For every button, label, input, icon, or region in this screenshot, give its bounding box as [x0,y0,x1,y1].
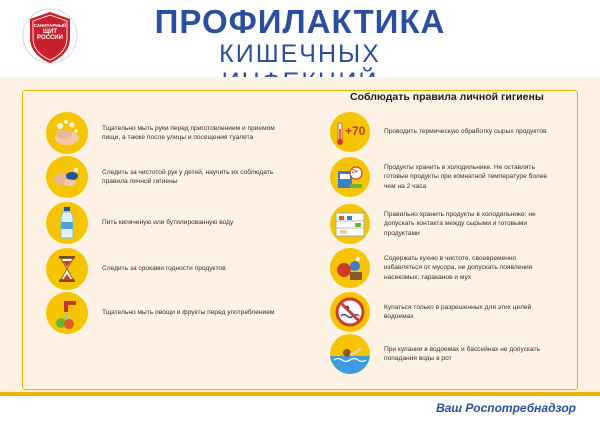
list-item-swim-allowed [330,292,554,332]
logo-text [22,24,78,41]
list-item-text: Проводить термическую обработку сырых продуктов [384,128,547,136]
list-item-text: Купаться только в разрешенных для этих целей водоемах [384,303,532,320]
swimmer-icon [330,334,370,374]
list-item-text: Пить кипяченую или бутилированную воду [102,219,234,227]
thermometer-label: +70 [345,124,366,138]
logo-line1: САНИТАРНЫЙ [33,23,67,28]
no-swimming-icon [330,292,370,332]
sanitary-shield-logo [22,6,78,68]
list-item-kitchen [330,248,554,288]
hourglass-icon [46,248,88,290]
list-item-text: Следить за сроками годности продуктов [102,265,226,273]
water-bottle-icon [46,202,88,244]
thermometer-icon [330,112,370,152]
list-item-fridge-storage [330,157,554,197]
list-item-text: Содержать кухню в чистоте, своевременно избавляться от мусора, не допускать появления насекомых: тараканов и мух [384,254,533,281]
logo-line2: ЩИТ [42,28,58,35]
list-item-handwash [46,112,292,154]
list-item-heat [330,112,554,152]
list-item-text: Тщательно мыть руки перед приготовлением и приемом пищи, а также после улицы и посещения туалета [102,124,275,141]
page-title: ПРОФИЛАКТИКА [154,3,446,40]
handwash-icon [46,112,88,154]
fridge-food-icon [330,157,370,197]
open-fridge-icon [330,204,370,244]
section-title: Соблюдать правила личной гигиены [350,91,544,103]
list-item-water [46,202,292,244]
list-item-fridge-separation [330,204,554,244]
list-item-child-hands [46,156,292,198]
page-subtitle: КИШЕЧНЫХ [219,40,381,68]
timer-label: 2ч [352,169,358,175]
list-item-wash-produce [46,292,292,334]
logo-line3: РОССИИ [37,35,63,42]
faucet-fruit-icon [46,292,88,334]
list-item-text: Правильно хранить продукты в холодильнике: не допускать контакта между сырыми и готовыми продуктами [384,210,536,237]
header [0,0,600,76]
child-hands-icon [46,156,88,198]
list-item-text: Тщательно мыть овощи и фрукты перед употреблением [102,309,275,317]
footer-brand: Ваш Роспотребнадзор [436,401,576,415]
list-item-text: Продукты хранить в холодильнике. Не оставлять готовые продукты при комнатной температуре более чем на 2 часа [384,163,548,190]
list-item-text: Следить за чистотой рук у детей, научить их соблюдать правила личной гигиены [102,168,274,185]
list-item-expiry [46,248,292,290]
list-item-no-swallow [330,334,554,374]
list-item-text: При купании в водоемах и бассейнах не допускать попадания воды в рот [384,345,540,362]
kitchen-clean-icon [330,248,370,288]
